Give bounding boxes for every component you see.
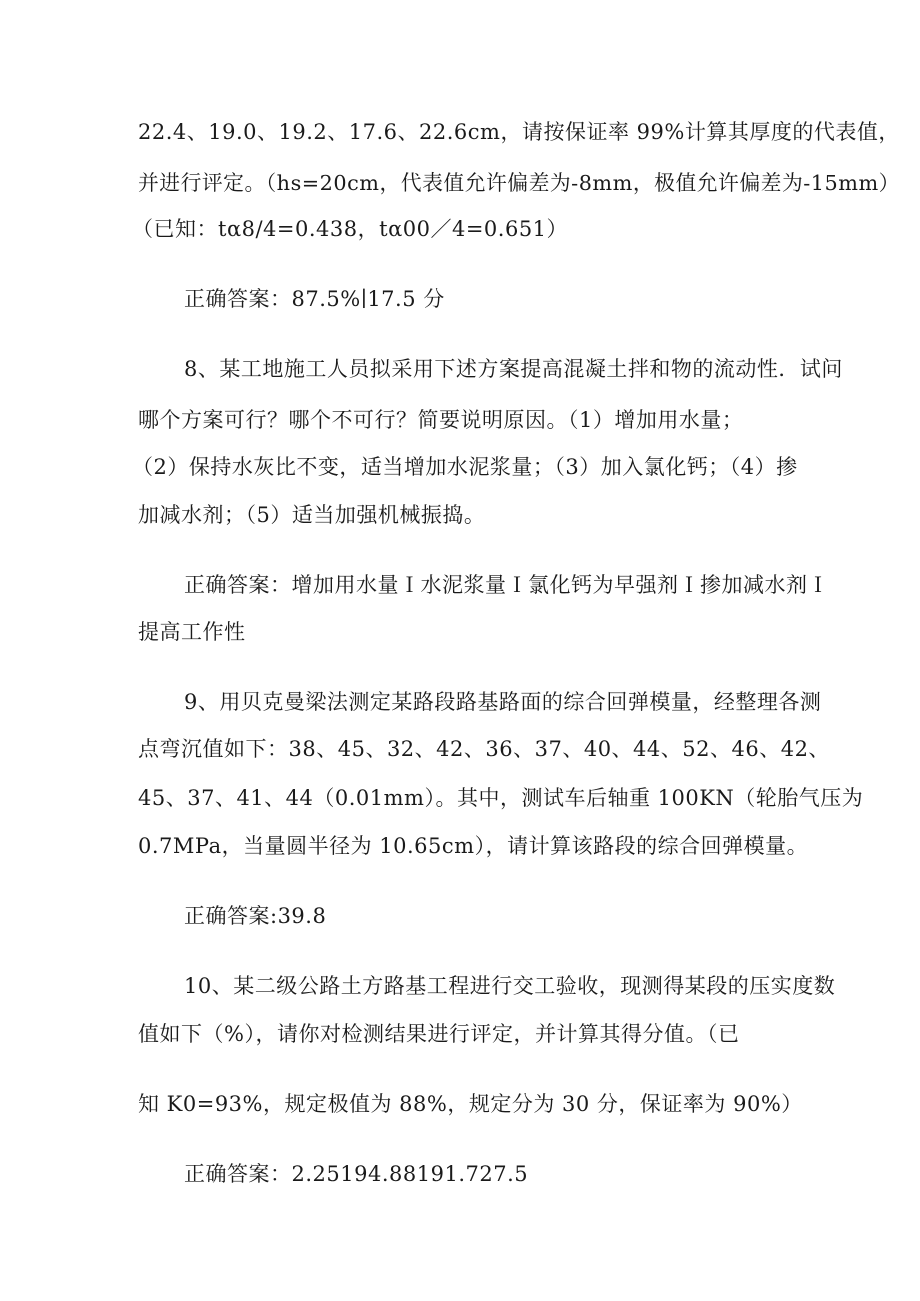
- q9-answer: 正确答案:39.8: [184, 904, 327, 928]
- q8-answer-line-1: 正确答案：增加用水量Ｉ水泥浆量Ｉ氯化钙为早强剂Ｉ掺加减水剂Ｉ: [184, 573, 829, 597]
- q9-text-line-3: 45、37、41、44（0.01mm）。其中，测试车后轴重 100KN（轮胎气压为: [138, 786, 864, 810]
- q7-text-line-1: 22.4、19.0、19.2、17.6、22.6cm，请按保证率 99%计算其厚度的代表值，: [138, 120, 900, 144]
- q8-text-line-3: （2）保持水灰比不变，适当增加水泥浆量；（3）加入氯化钙；（4）掺: [132, 455, 798, 479]
- q9-text-line-1: 9、用贝克曼梁法测定某路段路基路面的综合回弹模量，经整理各测: [184, 690, 822, 714]
- q8-text-line-4: 加减水剂；（5）适当加强机械振捣。: [138, 503, 486, 527]
- q8-text-line-1: 8、某工地施工人员拟采用下述方案提高混凝土拌和物的流动性．试问: [184, 357, 843, 381]
- q10-text-line-2: 值如下（%），请你对检测结果进行评定，并计算其得分值。（已: [138, 1022, 740, 1046]
- q7-text-line-2: 并进行评定。（hs=20cm，代表值允许偏差为-8mm，极值允许偏差为-15mm）: [138, 171, 900, 195]
- q10-text-line-3: 知 K0=93%，规定极值为 88%，规定分为 30 分，保证率为 90%）: [138, 1092, 803, 1116]
- q9-text-line-2: 点弯沉值如下：38、45、32、42、36、37、40、44、52、46、42、: [138, 737, 830, 761]
- q10-answer: 正确答案：2.25194.88191.727.5: [184, 1162, 529, 1186]
- q8-text-line-2: 哪个方案可行？哪个不可行？简要说明原因。（1）增加用水量；: [138, 408, 744, 432]
- q10-text-line-1: 10、某二级公路土方路基工程进行交工验收，现测得某段的压实度数: [184, 974, 836, 998]
- q9-text-line-4: 0.7MPa，当量圆半径为 10.65cm），请计算该路段的综合回弹模量。: [138, 834, 809, 858]
- q7-answer: 正确答案：87.5%∣17.5 分: [184, 287, 445, 311]
- q7-text-line-3: （已知：tα8/4=0.438，tα00／4=0.651）: [132, 217, 569, 241]
- q8-answer-line-2: 提高工作性: [138, 620, 246, 644]
